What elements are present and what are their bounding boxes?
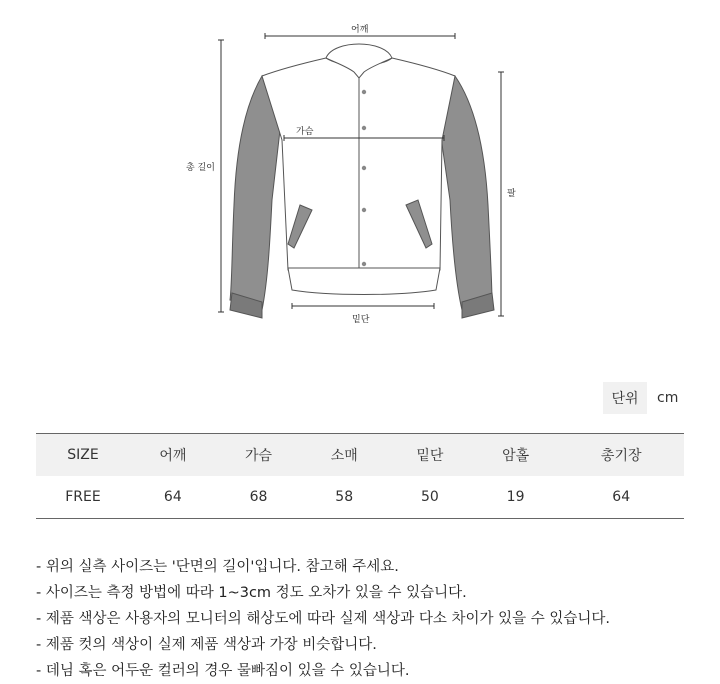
size-table-header bbox=[36, 434, 684, 477]
header-shoulder: 어깨 bbox=[130, 434, 216, 477]
hem-label: 밑단 bbox=[352, 315, 370, 325]
cell-sleeve: 58 bbox=[301, 476, 387, 519]
header-sleeve: 소매 bbox=[301, 434, 387, 477]
cell-chest: 68 bbox=[216, 476, 302, 519]
note-item: - 데님 혹은 어두운 컬러의 경우 물빠짐이 있을 수 있습니다. bbox=[36, 663, 410, 679]
note-item: - 사이즈는 측정 방법에 따라 1~3cm 정도 오차가 있을 수 있습니다. bbox=[36, 585, 467, 601]
shoulder-label: 어깨 bbox=[351, 25, 369, 35]
chest-label: 가슴 bbox=[296, 127, 314, 137]
table-row bbox=[36, 476, 684, 519]
unit-indicator bbox=[603, 382, 678, 414]
unit-label: 단위 bbox=[603, 382, 647, 414]
cell-armhole: 19 bbox=[473, 476, 559, 519]
header-hem: 밑단 bbox=[387, 434, 473, 477]
measurement-diagram bbox=[0, 0, 720, 340]
header-size: SIZE bbox=[36, 434, 130, 477]
note-item: - 제품 컷의 색상이 실제 제품 색상과 가장 비슷합니다. bbox=[36, 637, 377, 653]
note-item: - 제품 색상은 사용자의 모니터의 해상도에 따라 실제 색상과 다소 차이가 있을 수 있습니다. bbox=[36, 611, 611, 627]
cell-total-length: 64 bbox=[558, 476, 684, 519]
cell-size: FREE bbox=[36, 476, 130, 519]
sleeve-label: 팔 bbox=[507, 189, 516, 199]
hem-band bbox=[288, 268, 440, 295]
unit-value: cm bbox=[657, 390, 679, 406]
total-length-label: 총 길이 bbox=[186, 163, 215, 173]
cell-shoulder: 64 bbox=[130, 476, 216, 519]
size-table bbox=[36, 433, 684, 519]
notes-list bbox=[36, 554, 610, 684]
cell-hem: 50 bbox=[387, 476, 473, 519]
header-chest: 가슴 bbox=[216, 434, 302, 477]
header-total-length: 총기장 bbox=[558, 434, 684, 477]
note-item: - 위의 실측 사이즈는 '단면의 길이'입니다. 참고해 주세요. bbox=[36, 559, 399, 575]
jacket-illustration bbox=[0, 0, 720, 340]
header-armhole: 암홀 bbox=[473, 434, 559, 477]
